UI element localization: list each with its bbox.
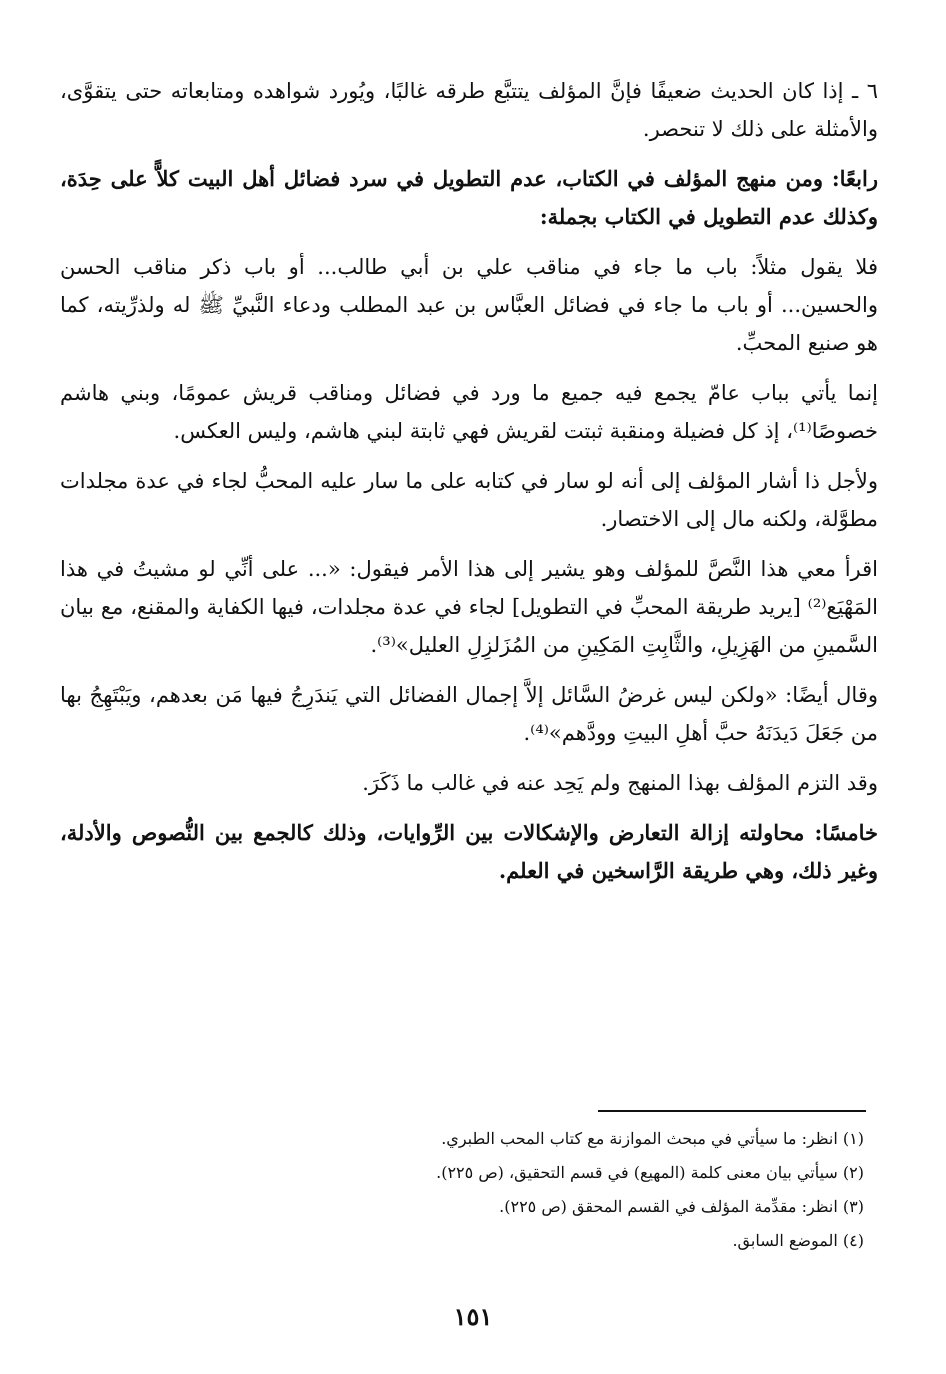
paragraph-general-chapter: إنما يأتي بباب عامّ يجمع فيه جميع ما ورد في فضائل ومناقب قريش عمومًا، وبني هاشم خصوصًا⁽¹⁾، إذ كل فضيلة ومنقبة ثبتت لقريش فهي ثابتة لبني هاشم، وليس العكس. [60, 381, 878, 443]
footnote-4: (٤) الموضع السابق. [732, 1231, 864, 1250]
footnote-2: (٢) سيأتي بيان معنى كلمة (المهيع) في قسم التحقيق، (ص ٢٢٥). [436, 1163, 864, 1182]
footnote-1: (١) انظر: ما سيأتي في مبحث الموازنة مع كتاب المحب الطبري. [441, 1129, 864, 1148]
paragraph-quote-author: اقرأ معي هذا النَّصَّ للمؤلف وهو يشير إلى هذا الأمر فيقول: «... على أنِّي لو مشيتُ في هذا المَهْيَع⁽²⁾ [يريد طريقة المحبِّ في التطويل] لجاء في عدة مجلدات، فيها الكفاية والمقنع، مع بيان السَّمينِ من الهَزِيلِ، والثَّابِتِ المَكِينِ من المُزَلزِلِ العليل»⁽³⁾. [60, 557, 878, 657]
paragraph-6-weak-hadith: ٦ ـ إذا كان الحديث ضعيفًا فإنَّ المؤلف يتتبَّع طرقه غالبًا، ويُورد شواهده ومتابعاته حتى يتقوَّى، والأمثلة على ذلك لا تنحصر. [60, 79, 878, 141]
page-number: ١٥١ [453, 1302, 493, 1331]
paragraph-fourthly-heading: رابعًا: ومن منهج المؤلف في الكتاب، عدم التطويل في سرد فضائل أهل البيت كلاًّ على حِدَة، وكذلك عدم التطويل في الكتاب بجملة: [60, 166, 878, 229]
footnote-divider [598, 1110, 866, 1112]
footnotes [264, 1124, 864, 1260]
paragraph-author-brevity: ولأجل ذا أشار المؤلف إلى أنه لو سار في كتابه على ما سار عليه المحبُّ لجاء في عدة مجلدات مطوَّلة، ولكنه مال إلى الاختصار. [60, 469, 878, 531]
paragraph-fifthly-heading: خامسًا: محاولته إزالة التعارض والإشكالات بين الرِّوايات، وذلك كالجمع بين النُّصوص والأدلة، وغير ذلك، وهي طريقة الرَّاسخين في العلم. [60, 820, 878, 883]
paragraph-example-chapters: فلا يقول مثلاً: باب ما جاء في مناقب علي بن أبي طالب... أو باب ذكر مناقب الحسن والحسين... أو باب ما جاء في فضائل العبَّاس بن عبد المطلب ودعاء النَّبيِّ ﷺ له ولذرِّيته، كما هو صنيع المحبِّ. [60, 255, 878, 355]
footnote-3: (٣) انظر: مقدِّمة المؤلف في القسم المحقق (ص ٢٢٥). [499, 1197, 864, 1216]
paragraph-committed-method: وقد التزم المؤلف بهذا المنهج ولم يَحِد عنه في غالب ما ذَكَرَ. [362, 771, 878, 795]
paragraph-quote-also: وقال أيضًا: «ولكن ليس غرضُ السَّائل إلاَّ إجمال الفضائل التي يَندَرِجُ فيها مَن بعدهم، ويَبْتَهِجُ بها من جَعَلَ دَيدَنَهُ حبَّ أهلِ البيتِ وودَّهم»⁽⁴⁾. [60, 683, 878, 745]
page-body [60, 72, 878, 902]
